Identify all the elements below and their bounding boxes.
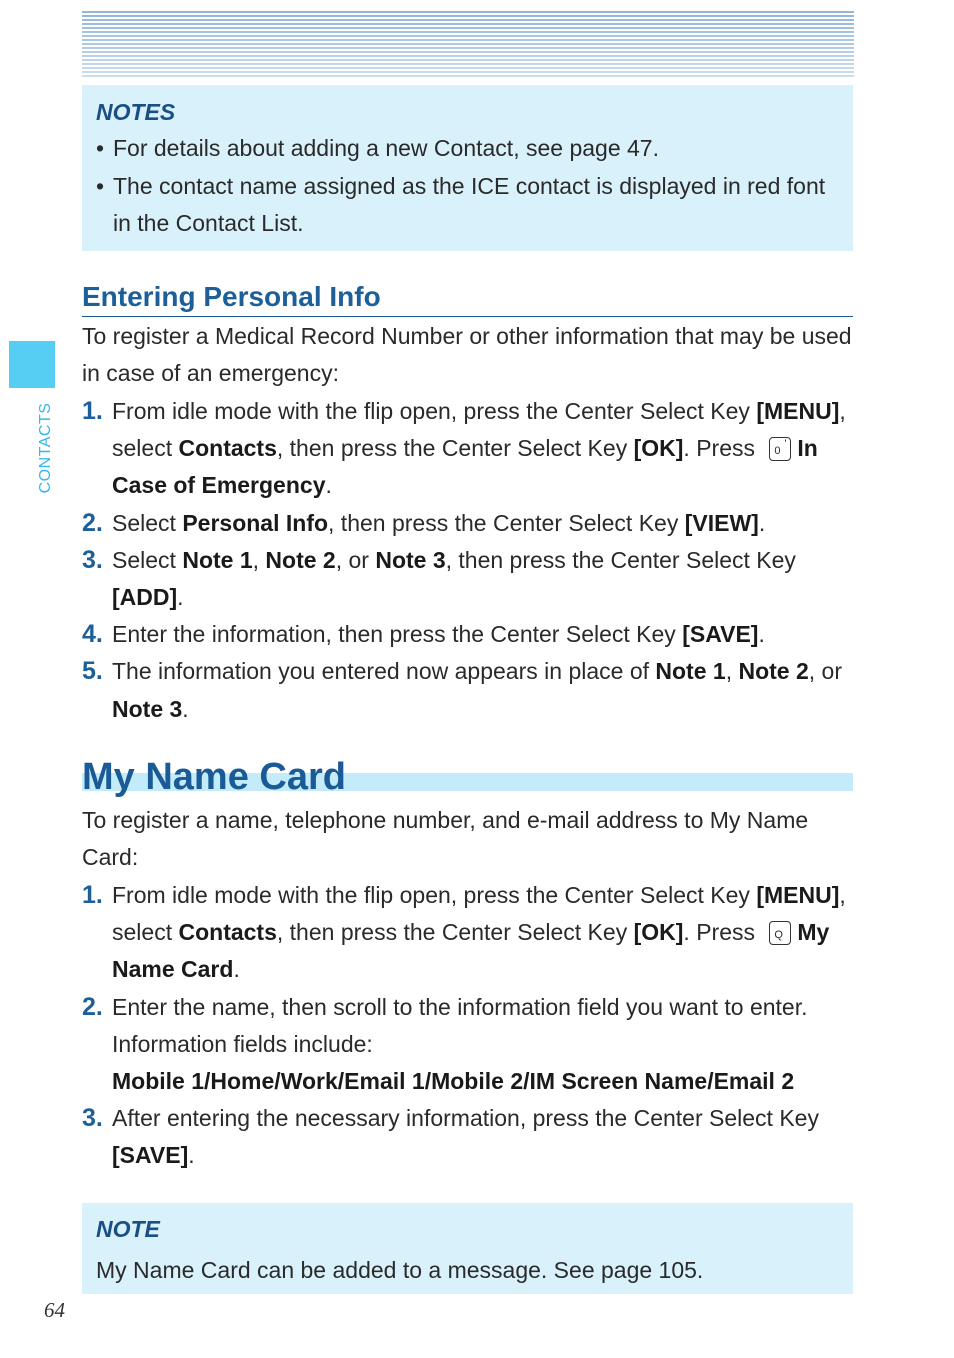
- step-item: [82, 393, 854, 505]
- step-text: Enter the name, then scroll to the information field you want to enter. Information fields include:: [112, 993, 808, 1057]
- note-text: My Name Card can be added to a message. See page 105.: [96, 1257, 704, 1283]
- header-stripes-fade: [82, 11, 854, 77]
- step-item: [82, 877, 854, 989]
- step-text: . Press: [683, 919, 762, 946]
- keypad-q-icon: [769, 921, 791, 945]
- step-number: 2.: [82, 992, 103, 1021]
- step-number: 3.: [82, 545, 103, 574]
- notes-item: • For details about adding a new Contact, see page 47.: [96, 130, 839, 168]
- step-item: [82, 989, 854, 1101]
- step-text: After entering the necessary information, press the Center Select Key: [112, 1105, 819, 1132]
- step-item: [82, 616, 854, 653]
- step-menu-item: In Case of Emergency: [112, 435, 818, 499]
- step-text: Select: [112, 546, 183, 573]
- step-key-label: [MENU]: [756, 398, 840, 424]
- step-key-label: [SAVE]: [112, 1142, 189, 1169]
- step-text: , select: [112, 882, 846, 946]
- step-text: .: [758, 621, 765, 648]
- step-text: .: [233, 956, 240, 983]
- step-text: From idle mode with the flip open, press the Center Select Key: [112, 882, 757, 908]
- step-text: , then press the Center Select Key: [276, 919, 634, 946]
- side-tab-marker: [9, 341, 55, 388]
- step-text: .: [177, 584, 184, 611]
- key-glyph: 0: [774, 445, 781, 458]
- step-text: . Press: [683, 435, 762, 462]
- step-menu-item: Note 2: [265, 546, 336, 573]
- info-fields-text: Mobile 1/Home/Work/Email 1/Mobile 2/IM Screen Name/Email 2: [112, 1068, 795, 1095]
- step-key-label: [ADD]: [112, 584, 178, 611]
- step-number: 4.: [82, 620, 103, 649]
- section-heading-my-name-card: My Name Card: [82, 756, 346, 798]
- keypad-0-icon: [769, 437, 791, 461]
- section2-intro: To register a name, telephone number, and e-mail address to My Name Card:: [82, 807, 809, 871]
- page-number: 64: [44, 1298, 65, 1322]
- step-item: [82, 505, 854, 542]
- step-number: 1.: [82, 881, 103, 909]
- section1-steps: [82, 393, 854, 728]
- step-text: The information you entered now appears in place of: [112, 658, 656, 685]
- step-text: .: [182, 695, 189, 722]
- step-text: , then press the Center Select Key: [328, 509, 685, 536]
- step-number: 1.: [82, 397, 103, 425]
- step-key-label: [SAVE]: [682, 621, 759, 648]
- step-menu-item: My Name Card: [112, 919, 830, 983]
- step-key-label: [OK]: [633, 919, 684, 946]
- step-text: , select: [112, 398, 846, 462]
- step-item: [82, 1100, 854, 1174]
- step-menu-item: Personal Info: [182, 509, 329, 536]
- step-text: , or: [808, 658, 842, 685]
- step-text: .: [325, 472, 332, 499]
- step-key-label: [OK]: [633, 435, 684, 462]
- step-text: , then press the Center Select Key: [276, 435, 634, 462]
- step-number: 3.: [82, 1104, 103, 1133]
- step-text: .: [188, 1142, 195, 1169]
- step-text: Select: [112, 509, 183, 536]
- step-menu-item: Note 1: [182, 546, 253, 573]
- step-menu-item: Note 3: [375, 546, 446, 573]
- step-number: 5.: [82, 657, 103, 686]
- notes-title: NOTES: [96, 99, 176, 125]
- step-text: , or: [335, 546, 376, 573]
- side-tab-label: CONTACTS: [37, 402, 54, 494]
- step-text: Enter the information, then press the Center Select Key: [112, 621, 683, 648]
- section2-steps: [82, 877, 854, 1175]
- info-fields-list: [112, 1063, 854, 1100]
- notes-item: • The contact name assigned as the ICE contact is displayed in red font in the Contact List.: [96, 168, 839, 243]
- step-menu-item: Contacts: [178, 435, 277, 462]
- step-menu-item: Note 1: [655, 658, 726, 685]
- note-box: [82, 1203, 853, 1294]
- step-menu-item: Note 2: [738, 658, 809, 685]
- step-item: [82, 653, 854, 727]
- key-mark: ': [784, 438, 787, 451]
- step-number: 2.: [82, 508, 103, 537]
- step-text: From idle mode with the flip open, press the Center Select Key: [112, 398, 757, 424]
- step-item: [82, 542, 854, 616]
- notes-box: [82, 85, 853, 251]
- step-key-label: [MENU]: [756, 882, 840, 908]
- section1-intro: To register a Medical Record Number or other information that may be used in case of an emergency:: [82, 323, 852, 387]
- step-text: ,: [725, 658, 739, 685]
- step-menu-item: Note 3: [112, 695, 183, 722]
- step-key-label: [VIEW]: [684, 509, 759, 536]
- step-text: , then press the Center Select Key: [445, 546, 796, 573]
- step-text: ,: [252, 546, 266, 573]
- section-heading-personal-info: Entering Personal Info: [82, 278, 853, 317]
- step-text: .: [758, 509, 766, 536]
- step-menu-item: Contacts: [178, 919, 277, 946]
- key-glyph: Q: [774, 929, 783, 942]
- note-title: NOTE: [96, 1216, 160, 1242]
